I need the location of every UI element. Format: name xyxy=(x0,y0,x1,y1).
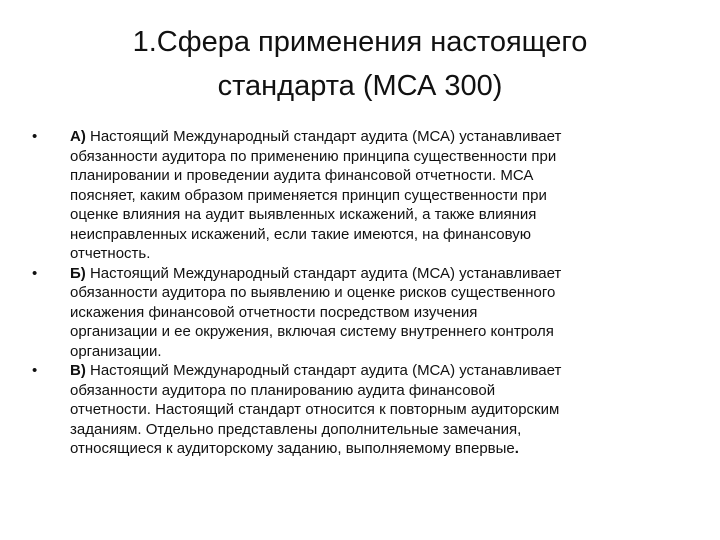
item-v-marker: В) xyxy=(70,362,86,379)
item-a-line-7: отчетность. xyxy=(70,245,151,262)
item-a-line-1-text: Настоящий Международный стандарт аудита (МСА) устанавливает xyxy=(90,128,562,145)
item-a-line-3: планировании и проведении аудита финансовой отчетности. МСА xyxy=(70,167,534,184)
item-v-line-2: обязанности аудитора по планированию аудита финансовой xyxy=(70,381,496,399)
item-b-line-5: организации. xyxy=(70,342,162,360)
item-a-marker: А) xyxy=(70,128,86,145)
item-v-line-1-text: Настоящий Международный стандарт аудита (МСА) устанавливает xyxy=(90,362,562,379)
list-item-b xyxy=(28,264,694,362)
slide-title xyxy=(60,20,660,108)
list-item-v xyxy=(28,361,694,459)
item-v-line-5 xyxy=(70,439,694,459)
title-line-1: 1.Сфера применения настоящего xyxy=(132,26,588,58)
item-a-line-4: поясняет, каким образом применяется принцип существенности при xyxy=(70,186,547,204)
item-a-line-5: оценке влияния на аудит выявленных искажений, а также влияния xyxy=(70,206,537,223)
item-a-line-2: обязанности аудитора по применению принципа существенности при xyxy=(70,147,557,165)
item-b-marker: Б) xyxy=(70,264,86,282)
bullet-list xyxy=(28,127,694,459)
item-v-line-4: заданиям. Отдельно представлены дополнительные замечания, xyxy=(70,420,522,438)
item-b-line-2: обязанности аудитора по выявлению и оценке рисков существенного xyxy=(70,284,556,301)
bullet-dot: • xyxy=(32,264,38,282)
item-v-line-1 xyxy=(70,361,694,381)
item-b-line-1-text: Настоящий Международный стандарт аудита (МСА) устанавливает xyxy=(89,264,562,282)
item-v-line-5-text: относящиеся к аудиторскому заданию, выполняемому впервые xyxy=(70,440,515,457)
title-line-2: стандарта (МСА 300) xyxy=(217,70,503,102)
item-v-line-3: отчетности. Настоящий стандарт относится к повторным аудиторским xyxy=(70,401,560,418)
item-b-line-3: искажения финансовой отчетности посредством изучения xyxy=(70,303,478,321)
list-item-a xyxy=(28,127,694,264)
item-b-line-4: организации и ее окружения, включая систему внутреннего контроля xyxy=(70,323,554,340)
item-a-line-6: неисправленных искажений, если такие имеются, на финансовую xyxy=(70,225,531,243)
bullet-dot: • xyxy=(32,362,38,379)
item-b-line-1 xyxy=(70,264,694,284)
item-a-line-1 xyxy=(70,127,694,147)
item-v-end-mark: . xyxy=(514,440,519,457)
bullet-dot: • xyxy=(32,128,38,145)
